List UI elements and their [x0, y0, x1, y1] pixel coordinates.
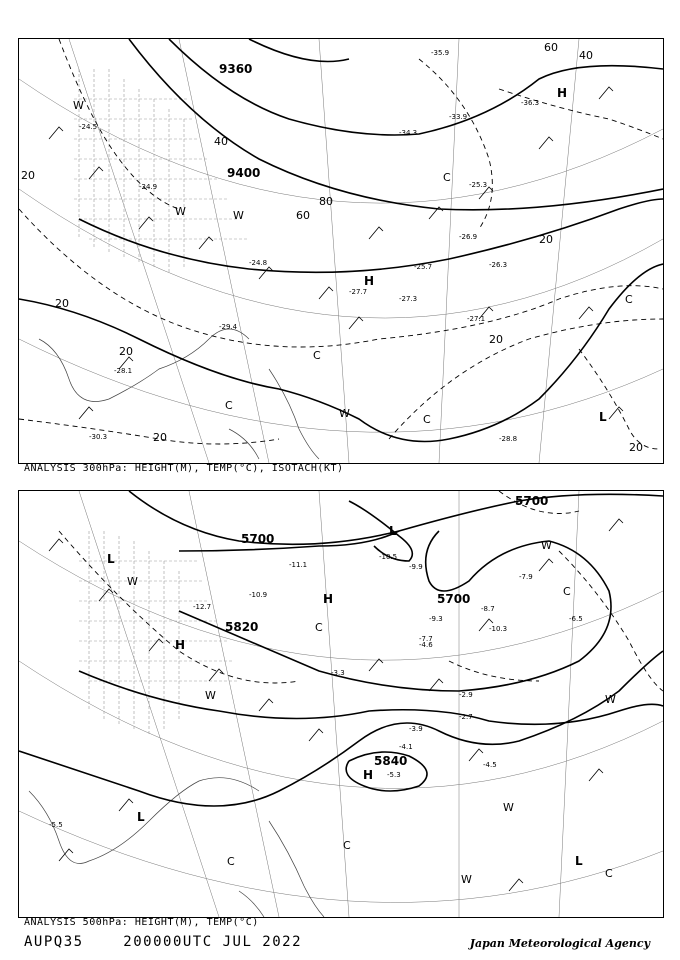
isotach-label: 20	[539, 233, 553, 246]
map-300hpa	[18, 38, 664, 464]
temp-label: -34.3	[399, 129, 418, 137]
isotach-label: 20	[629, 441, 643, 454]
center-label: W	[205, 689, 216, 702]
isotach-label: 40	[579, 49, 593, 62]
isotach-label: 20	[21, 169, 35, 182]
chart-footer	[24, 934, 302, 950]
temp-label: -33.9	[449, 113, 468, 121]
center-label: H	[323, 592, 334, 606]
temp-label: -3.9	[409, 725, 423, 733]
temp-label: -2.7	[459, 713, 473, 721]
temp-label: -28.1	[114, 367, 133, 375]
height-label-5820: 5820	[225, 620, 259, 634]
wind-barbs	[49, 87, 623, 419]
temp-label: -25.3	[469, 181, 488, 189]
temp-label: -2.9	[459, 691, 473, 699]
center-label: C	[227, 855, 235, 868]
isotach-label: 20	[153, 431, 167, 444]
temp-label: -30.3	[89, 433, 108, 441]
temp-label: -11.1	[289, 561, 308, 569]
temp-label: -27.7	[349, 288, 368, 296]
temp-label: -27.1	[467, 315, 486, 323]
temp-label: -26.9	[459, 233, 478, 241]
center-label: C	[563, 585, 571, 598]
graticule	[19, 39, 663, 463]
center-label: C	[605, 867, 613, 880]
temp-label: -10.9	[249, 591, 268, 599]
isotach-label: 20	[55, 297, 69, 310]
center-label: W	[73, 99, 84, 112]
temp-label: -5.5	[49, 821, 63, 829]
temp-label: -10.3	[489, 625, 508, 633]
center-label: C	[625, 293, 633, 306]
temp-label: -4.5	[483, 761, 497, 769]
temp-label: -9.3	[429, 615, 443, 623]
isotach-label: 80	[319, 195, 333, 208]
center-label: W	[339, 407, 350, 420]
temp-label: -3.3	[331, 669, 345, 677]
center-label: W	[175, 205, 186, 218]
center-label: C	[313, 349, 321, 362]
temp-label: -7.7	[419, 635, 433, 643]
center-label: L	[575, 854, 583, 868]
isotach-label: 20	[119, 345, 133, 358]
coastline	[39, 329, 319, 459]
temp-label: -5.3	[387, 771, 401, 779]
temp-label: -7.9	[519, 573, 533, 581]
temp-label: -26.3	[489, 261, 508, 269]
center-label: W	[541, 539, 552, 552]
isotach-label: 40	[214, 135, 228, 148]
temp-label: -8.7	[481, 605, 495, 613]
height-label-9400: 9400	[227, 166, 261, 180]
center-label: H	[175, 638, 186, 652]
temp-label: -36.3	[521, 99, 540, 107]
hatch-area	[79, 531, 239, 736]
temp-label: -9.9	[409, 563, 423, 571]
temp-label: -35.9	[431, 49, 450, 57]
center-label: C	[225, 399, 233, 412]
center-label: W	[605, 693, 616, 706]
temp-label: -10.5	[379, 553, 398, 561]
map-300hpa-canvas	[19, 39, 663, 463]
temp-label: -6.5	[569, 615, 583, 623]
map-500hpa	[18, 490, 664, 918]
center-label: L	[599, 410, 607, 424]
center-label: W	[233, 209, 244, 222]
map-500hpa-canvas	[19, 491, 663, 917]
agency-name: Japan Meteorological Agency	[469, 937, 650, 950]
graticule	[19, 491, 663, 917]
isotach-label: 60	[296, 209, 310, 222]
center-label: C	[315, 621, 323, 634]
center-label: L	[107, 552, 115, 566]
temp-label: -28.8	[499, 435, 518, 443]
center-label: L	[389, 524, 397, 538]
height-label-5840: 5840	[374, 754, 408, 768]
temp-label: -24.5	[79, 123, 98, 131]
jet-hatch-area	[74, 69, 249, 274]
chart-code: AUPQ35	[24, 934, 84, 950]
coastline	[29, 778, 324, 917]
valid-time: 200000UTC JUL 2022	[123, 934, 303, 950]
center-label: L	[137, 810, 145, 824]
temp-label: -4.1	[399, 743, 413, 751]
temp-label: -4.6	[419, 641, 433, 649]
height-label-9360: 9360	[219, 62, 253, 76]
isotach-label: 60	[544, 41, 558, 54]
temp-label: -12.7	[193, 603, 212, 611]
center-label: W	[127, 575, 138, 588]
height-label-5700: 5700	[241, 532, 275, 546]
temp-label: -29.4	[219, 323, 238, 331]
isotach-label: 20	[489, 333, 503, 346]
center-label: W	[503, 801, 514, 814]
temp-label: -24.8	[249, 259, 268, 267]
center-label: C	[423, 413, 431, 426]
center-label: C	[443, 171, 451, 184]
temp-label: -25.7	[414, 263, 433, 271]
center-label: H	[363, 768, 374, 782]
center-label: H	[364, 274, 375, 288]
isotachs	[19, 39, 663, 449]
map-300hpa-caption: ANALYSIS 300hPa: HEIGHT(M), TEMP(°C), ISOTACH(KT)	[24, 463, 344, 474]
temp-label: -27.3	[399, 295, 418, 303]
map-500hpa-caption: ANALYSIS 500hPa: HEIGHT(M), TEMP(°C)	[24, 917, 259, 928]
height-label-5700: 5700	[515, 494, 549, 508]
temp-label: -24.9	[139, 183, 158, 191]
center-label: W	[461, 873, 472, 886]
center-label: C	[343, 839, 351, 852]
height-label-5700: 5700	[437, 592, 471, 606]
center-label: H	[557, 86, 568, 100]
